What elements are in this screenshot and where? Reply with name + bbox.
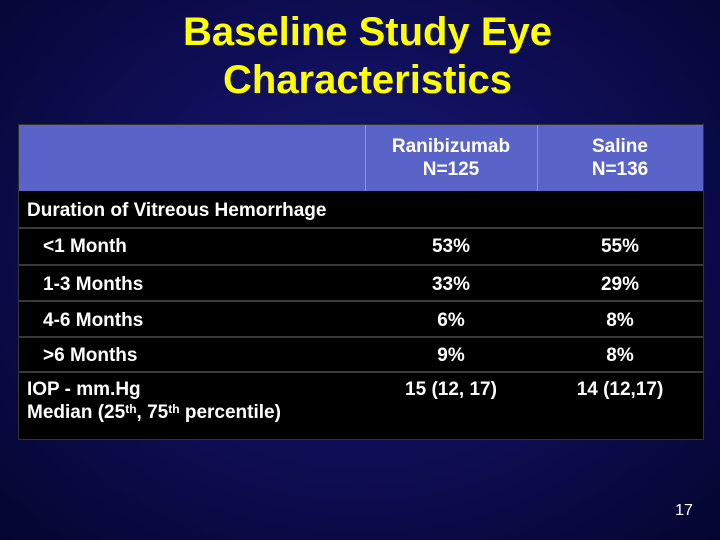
row-value-ranibizumab: 33% xyxy=(431,274,471,295)
row-value-saline: 55% xyxy=(600,236,640,257)
row-value-ranibizumab: 6% xyxy=(437,310,465,331)
iop-value-saline: 14 (12,17) xyxy=(576,379,664,400)
baseline-characteristics-table xyxy=(18,124,704,440)
title-line-2: Characteristics xyxy=(222,58,513,102)
row-value-saline: 29% xyxy=(600,274,640,295)
header-ranibizumab-name: Ranibizumab xyxy=(391,136,511,157)
row-divider xyxy=(19,336,703,338)
row-label: >6 Months xyxy=(43,345,138,366)
row-divider xyxy=(19,371,703,373)
row-label: <1 Month xyxy=(43,236,127,257)
title-line-1: Baseline Study Eye xyxy=(182,10,553,54)
row-value-saline: 8% xyxy=(606,345,634,366)
row-divider xyxy=(19,227,703,229)
row-divider xyxy=(19,264,703,266)
iop-label-line-2: Median (25th, 75th percentile) xyxy=(27,402,281,423)
page-number: 17 xyxy=(675,502,693,519)
header-saline xyxy=(537,135,703,181)
row-label: 1-3 Months xyxy=(43,274,144,295)
header-ranibizumab-n: N=125 xyxy=(422,159,480,180)
header-ranibizumab xyxy=(365,135,537,181)
header-saline-n: N=136 xyxy=(591,159,649,180)
section-label: Duration of Vitreous Hemorrhage xyxy=(27,200,327,221)
iop-label xyxy=(27,378,281,424)
header-saline-name: Saline xyxy=(592,136,648,157)
iop-label-line-1: IOP - mm.Hg xyxy=(27,379,141,400)
row-value-ranibizumab: 9% xyxy=(437,345,465,366)
row-value-saline: 8% xyxy=(606,310,634,331)
iop-value-ranibizumab: 15 (12, 17) xyxy=(405,379,497,400)
row-divider xyxy=(19,300,703,302)
row-label: 4-6 Months xyxy=(43,310,144,331)
slide-title xyxy=(0,8,720,104)
row-value-ranibizumab: 53% xyxy=(431,236,471,257)
